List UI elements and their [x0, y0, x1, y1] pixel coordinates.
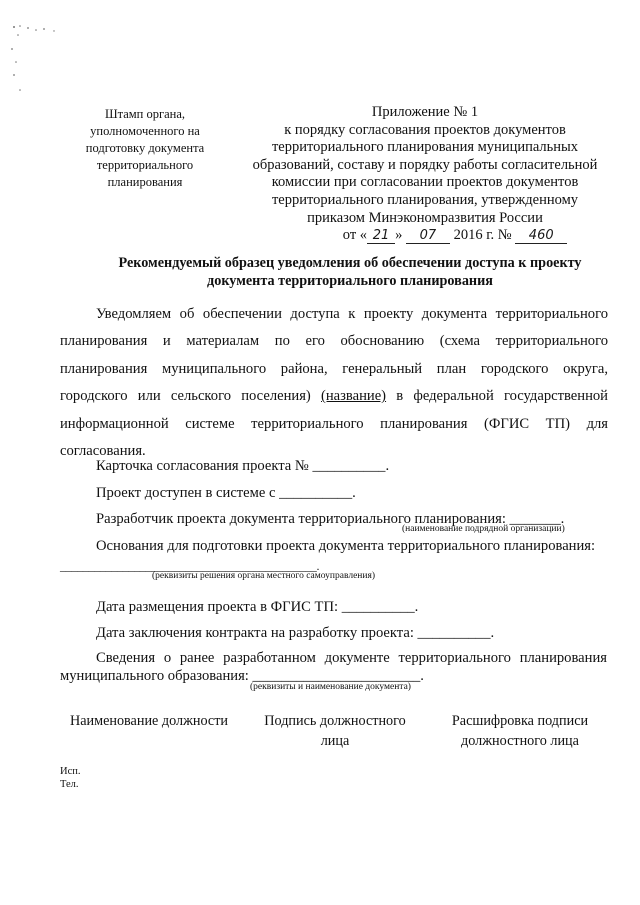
- previous-document-field-cont: муниципального образования: _______________________.: [60, 668, 424, 684]
- appendix-heading: Приложение № 1: [371, 104, 479, 120]
- grounds-blank: _____________________________________________.: [60, 559, 320, 573]
- appendix-line: комиссии при согласовании проектов документов: [271, 174, 579, 191]
- title-line-1: Рекомендуемый образец уведомления об обеспечении доступа к проекту: [118, 255, 582, 271]
- position-label: [60, 711, 238, 731]
- date-prefix: от «: [342, 227, 368, 244]
- name-placeholder: (название): [321, 388, 387, 405]
- date-day: 21: [367, 228, 395, 244]
- appendix-line: территориального планирования муниципальных: [271, 139, 579, 156]
- appendix-date-line: [220, 227, 630, 245]
- phone-label: Тел.: [60, 779, 79, 790]
- stamp-line: подготовку документа: [85, 141, 205, 155]
- date-mid: »: [395, 227, 403, 244]
- appendix-line: к порядку согласования проектов документов: [284, 121, 566, 138]
- signature-label: [255, 711, 415, 751]
- developer-field: Разработчик проекта документа территориального планирования: _______.: [96, 511, 565, 527]
- notice-paragraph: [60, 301, 608, 465]
- stamp-line: уполномоченного на: [90, 124, 200, 138]
- grounds-caption: (реквизиты решения органа местного самоуправления): [152, 571, 375, 581]
- appendix-line: образований, составу и порядку работы согласительной: [252, 156, 598, 173]
- document-title: [80, 254, 620, 290]
- notice-text-part1: Уведомляем об обеспечении доступа к проекту документа территориального планирования и материалам по его обоснованию (схема территориального планирования муниципального района, генеральный план городского округа, городского или сельского поселения): [60, 306, 608, 405]
- grounds-field: Основания для подготовки проекта документа территориального планирования:: [96, 538, 596, 554]
- decoding-label-line-2: должностного лица: [461, 733, 579, 749]
- decoding-label-line-1: Расшифровка подписи: [451, 713, 589, 729]
- date-month: 07: [406, 228, 450, 244]
- date-year: 2016 г. №: [453, 227, 512, 244]
- card-number-field: Карточка согласования проекта № __________.: [96, 458, 390, 474]
- appendix-line: территориального планирования, утвержденному: [271, 191, 579, 208]
- stamp-line: планирования: [107, 175, 183, 189]
- notice-text-part2: в федеральной государственной информационной системе территориального планирования (ФГИС ТП) для согласования.: [60, 388, 608, 460]
- posting-date-field: Дата размещения проекта в ФГИС ТП: __________.: [96, 599, 419, 615]
- scan-specks: [6, 22, 76, 102]
- stamp-block: [50, 106, 240, 191]
- position-label-text: Наименование должности: [69, 713, 229, 729]
- appendix-line: приказом Минэкономразвития России: [307, 209, 543, 226]
- previous-document-caption: (реквизиты и наименование документа): [250, 682, 411, 692]
- executor-label: Исп.: [60, 766, 81, 777]
- decoding-label: [440, 711, 600, 751]
- contract-date-field: Дата заключения контракта на разработку проекта: __________.: [96, 625, 495, 641]
- previous-document-field: Сведения о ранее разработанном документе территориального планирования: [96, 650, 607, 666]
- stamp-line: территориального: [96, 158, 194, 172]
- developer-caption: (наименование подрядной организации): [402, 524, 565, 534]
- title-line-2: документа территориального планирования: [207, 273, 493, 289]
- signature-label-line-1: Подпись должностного: [264, 713, 406, 729]
- stamp-line: Штамп органа,: [104, 107, 186, 121]
- order-number: 460: [515, 228, 567, 244]
- signature-label-line-2: лица: [320, 733, 350, 749]
- available-date-field: Проект доступен в системе с __________.: [96, 485, 356, 501]
- appendix-block: [220, 104, 630, 245]
